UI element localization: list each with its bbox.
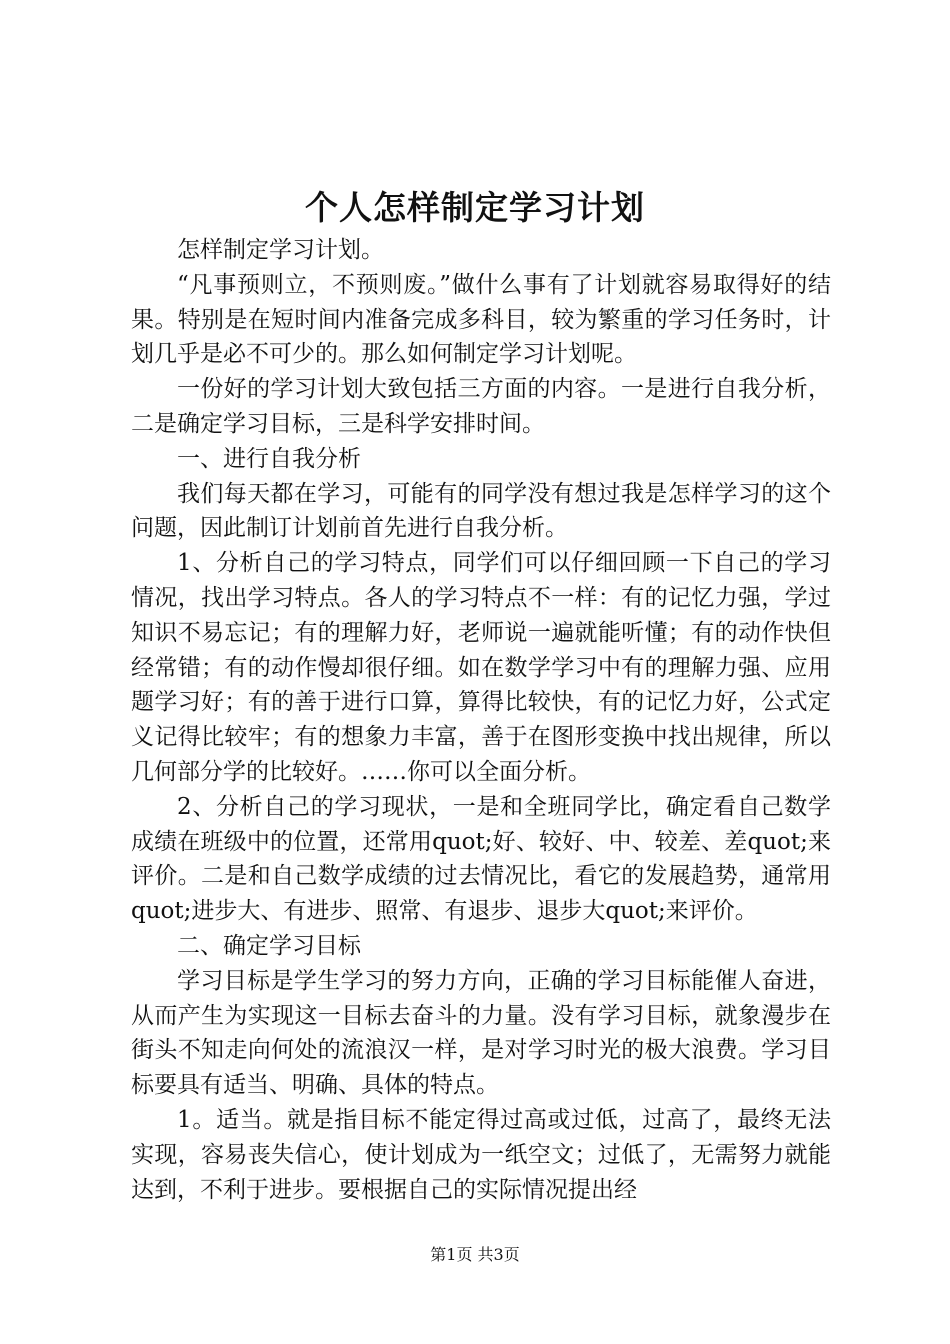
paragraph: 我们每天都在学习，可能有的同学没有想过我是怎样学习的这个问题，因此制订计划前首先进行自我分析。 <box>131 480 831 542</box>
document-body <box>131 233 831 1207</box>
document-title: 个人怎样制定学习计划 <box>305 188 645 227</box>
page-footer: 第1页 共3页 <box>430 1245 520 1264</box>
paragraph: 怎样制定学习计划。 <box>177 237 384 263</box>
paragraph: 一份好的学习计划大致包括三方面的内容。一是进行自我分析，二是确定学习目标，三是科学安排时间。 <box>131 376 831 437</box>
paragraph: “凡事预则立，不预则废。”做什么事有了计划就容易取得好的结果。特别是在短时间内准备完成多科目，较为繁重的学习任务时，计划几乎是必不可少的。那么如何制定学习计划呢。 <box>131 271 831 368</box>
paragraph: 2、分析自己的学习现状，一是和全班同学比，确定看自己数学成绩在班级中的位置，还常用quot;好、较好、中、较差、差quot;来评价。二是和自己数学成绩的过去情况比，看它的发展趋势，通常用quot;进步大、有进步、照常、有退步、退步大quot;来评价。 <box>131 793 831 925</box>
paragraph: 1。适当。就是指目标不能定得过高或过低，过高了，最终无法实现，容易丧失信心，使计划成为一纸空文；过低了，无需努力就能达到，不利于进步。要根据自己的实际情况提出经 <box>131 1106 831 1203</box>
paragraph: 学习目标是学生学习的努力方向，正确的学习目标能催人奋进，从而产生为实现这一目标去奋斗的力量。没有学习目标，就象漫步在街头不知走向何处的流浪汉一样，是对学习时光的极大浪费。学习目标要具有适当、明确、具体的特点。 <box>131 967 831 1099</box>
paragraph: 1、分析自己的学习特点，同学们可以仔细回顾一下自己的学习情况，找出学习特点。各人的学习特点不一样：有的记忆力强，学过知识不易忘记；有的理解力好，老师说一遍就能听懂；有的动作快但经常错；有的动作慢却很仔细。如在数学学习中有的理解力强、应用题学习好；有的善于进行口算，算得比较快，有的记忆力好，公式定义记得比较牢；有的想象力丰富，善于在图形变换中找出规律，所以几何部分学的比较好。……你可以全面分析。 <box>131 550 831 785</box>
section-heading: 一、进行自我分析 <box>177 445 361 472</box>
section-heading: 二、确定学习目标 <box>177 932 361 959</box>
